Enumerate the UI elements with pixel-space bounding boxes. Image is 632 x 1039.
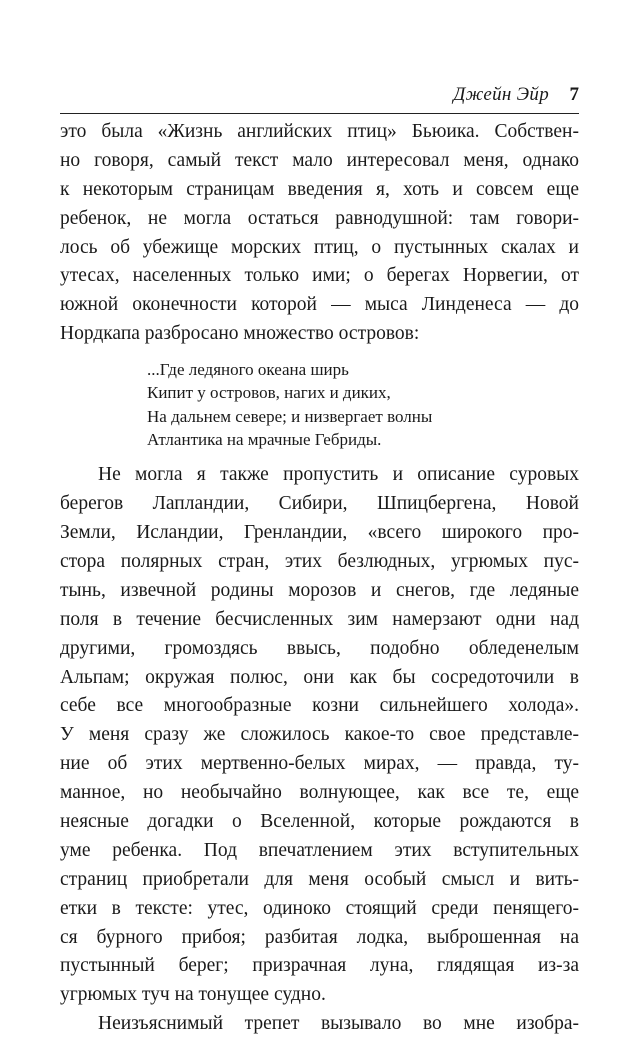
text-line: манное, но необычайно волнующее, как все те, еще [60,782,579,804]
text-line: другими, громоздясь ввысь, подобно обледенелым [60,637,579,659]
text-line: неясные догадки о Вселенной, которые рождаются в [60,811,579,832]
text-line: етки в тексте: утес, одиноко стоящий среди пенящего- [60,897,579,919]
text-line: Не могла я также пропустить и описание суровых [98,464,579,486]
verse-line: ...Где ледяного океана ширь [147,360,349,380]
text-line: угрюмых туч на тонущее судно. [60,984,326,1006]
text-line: Альпам; окружая полюс, они как бы сосредоточили в [60,666,579,688]
text-line: Земли, Исландии, Гренландии, «всего широкого про- [60,522,579,544]
page-number: 7 [569,84,579,105]
page-body [60,118,579,1039]
text-line: к некоторым страницам введения я, хоть и совсем еще [60,178,579,200]
text-line: берегов Лапландии, Сибири, Шпицбергена, Новой [60,493,579,515]
text-line: себе все многообразные козни сильнейшего холода». [60,695,579,717]
paragraph-1 [60,118,579,349]
text-line: У меня сразу же сложилось какое-то свое представле- [60,724,579,746]
text-line: Неизъяснимый трепет вызывало во мне изобра- [98,1013,579,1035]
text-line: лось об убежище морских птиц, о пустынных скалах и [60,236,579,258]
text-line: поля в течение бесчисленных зим намерзают одни над [60,608,579,630]
text-line: ребенок, не могла остаться равнодушной: там говори- [60,207,579,229]
text-line: но говоря, самый текст мало интересовал меня, однако [60,149,579,171]
verse-line: Кипит у островов, нагих и диких, [147,383,391,403]
verse-line: Атлантика на мрачные Гебриды. [147,430,382,450]
text-line: ние об этих мертвенно-белых мирах, — правда, ту- [60,753,579,775]
paragraph-2 [60,461,579,1010]
text-line: уме ребенка. Под впечатлением этих вступительных [60,839,579,861]
running-title: Джейн Эйр [453,84,549,105]
text-line: это была «Жизнь английских птиц» Бьюика. Собствен- [60,121,579,142]
text-line: ся бурного прибоя; разбитая лодка, выброшенная на [60,926,579,948]
text-line: стора полярных стран, этих безлюдных, угрюмых пус- [60,550,579,572]
verse-quote [147,358,567,451]
paragraph-3 [60,1010,579,1039]
text-line: тынь, извечной родины морозов и снегов, где ледяные [60,579,579,601]
text-line: Нордкапа разбросано множество островов: [60,323,420,345]
text-line: южной оконечности которой — мыса Линденеса — до [60,294,579,316]
text-line: страниц приобретали для меня особый смысл и вить- [60,868,579,890]
text-line: пустынный берег; призрачная луна, глядящая из-за [60,955,579,977]
verse-line: На дальнем севере; и низвергает волны [147,406,433,426]
page-header [60,84,579,112]
header-rule [60,113,579,114]
text-line: утесах, населенных только ими; о берегах Норвегии, от [60,265,579,287]
